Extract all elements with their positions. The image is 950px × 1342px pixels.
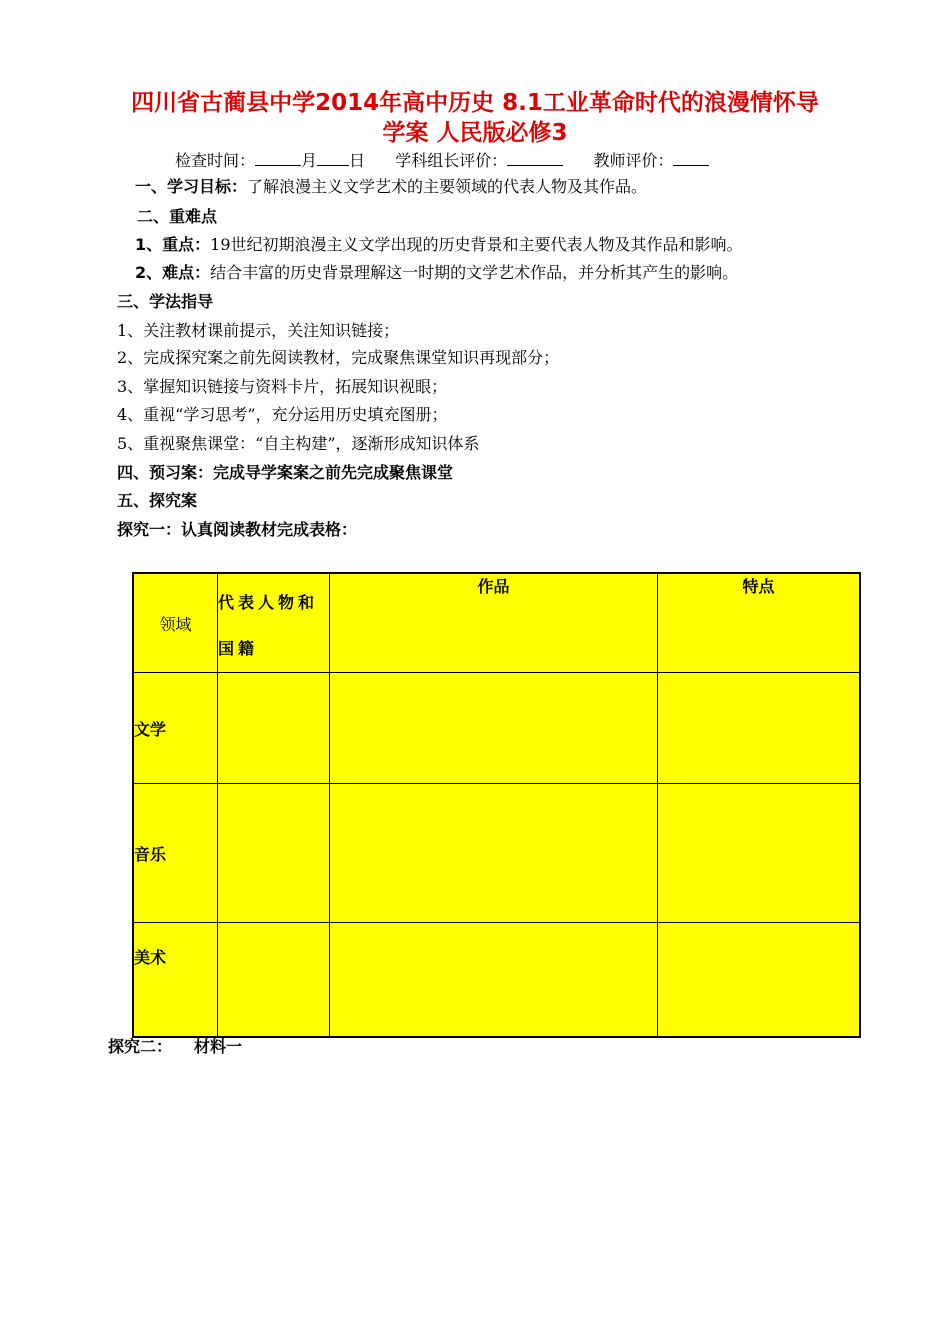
method-item: 1、关注教材课前提示，关注知识链接；: [117, 321, 400, 340]
check-day-label: 日: [349, 151, 366, 170]
table-row: [133, 923, 860, 1037]
leader-blank[interactable]: [507, 149, 563, 166]
cell-works-literature[interactable]: [330, 673, 658, 784]
explore2-label: 探究二：: [108, 1037, 173, 1056]
check-line: [175, 149, 709, 172]
header-person: 代表人物和国籍: [218, 573, 330, 673]
check-teacher-label: 教师评价：: [593, 151, 674, 170]
cell-person-music[interactable]: [218, 784, 330, 923]
cell-works-music[interactable]: [330, 784, 658, 923]
doc-title-line1: 四川省古蔺县中学2014年高中历史 8.1工业革命时代的浪漫情怀导: [131, 90, 819, 116]
summary-table: [132, 572, 861, 1038]
table-header-row: [133, 573, 860, 673]
explore2-text: 材料一: [194, 1037, 243, 1056]
preview-line: 四、预习案：完成导学案案之前先完成聚焦课堂: [117, 463, 454, 482]
check-time-label: 检查时间：: [175, 151, 256, 170]
method-item: 3、掌握知识链接与资料卡片，拓展知识视眼；: [117, 377, 448, 396]
row-label-literature: 文学: [133, 673, 218, 784]
method-item: 2、完成探究案之前先阅读教材，完成聚焦课堂知识再现部分；: [117, 348, 560, 367]
day-blank[interactable]: [317, 149, 349, 166]
header-features: 特点: [658, 573, 861, 673]
method-item: 4、重视“学习思考”，充分运用历史填充图册；: [117, 405, 448, 424]
explore-header: 五、探究案: [117, 491, 198, 510]
table-row: [133, 784, 860, 923]
cell-person-literature[interactable]: [218, 673, 330, 784]
header-works: 作品: [330, 573, 658, 673]
goal-label: 一、学习目标：: [135, 177, 248, 196]
key2-line: [135, 262, 738, 284]
goal-line: [135, 176, 647, 198]
method-header: 三、学法指导: [117, 292, 214, 311]
key2-text: 结合丰富的历史背景理解这一时期的文学艺术作品，并分析其产生的影响。: [210, 263, 739, 282]
row-label-art: 美术: [133, 923, 218, 1037]
header-field: 领域: [133, 573, 218, 673]
month-blank[interactable]: [255, 149, 301, 166]
key-header: 二、重难点: [137, 207, 218, 226]
doc-title-line2: 学案 人民版必修3: [382, 120, 568, 146]
method-item: 5、重视聚焦课堂：“自主构建”，逐渐形成知识体系: [117, 434, 480, 453]
key1-text: 19世纪初期浪漫主义文学出现的历史背景和主要代表人物及其作品和影响。: [210, 235, 743, 254]
cell-features-art[interactable]: [658, 923, 861, 1037]
cell-works-art[interactable]: [330, 923, 658, 1037]
key2-label: 2、难点：: [135, 263, 211, 282]
table-row: [133, 673, 860, 784]
goal-text: 了解浪漫主义文学艺术的主要领域的代表人物及其作品。: [247, 177, 648, 196]
key1-label: 1、重点：: [135, 235, 211, 254]
check-leader-label: 学科组长评价：: [395, 151, 508, 170]
key1-line: [135, 234, 743, 256]
row-label-music: 音乐: [133, 784, 218, 923]
check-month-label: 月: [301, 151, 318, 170]
explore2-line: [108, 1036, 242, 1058]
cell-features-literature[interactable]: [658, 673, 861, 784]
cell-features-music[interactable]: [658, 784, 861, 923]
explore1-line: 探究一：认真阅读教材完成表格：: [117, 520, 358, 539]
cell-person-art[interactable]: [218, 923, 330, 1037]
teacher-blank[interactable]: [673, 149, 709, 166]
